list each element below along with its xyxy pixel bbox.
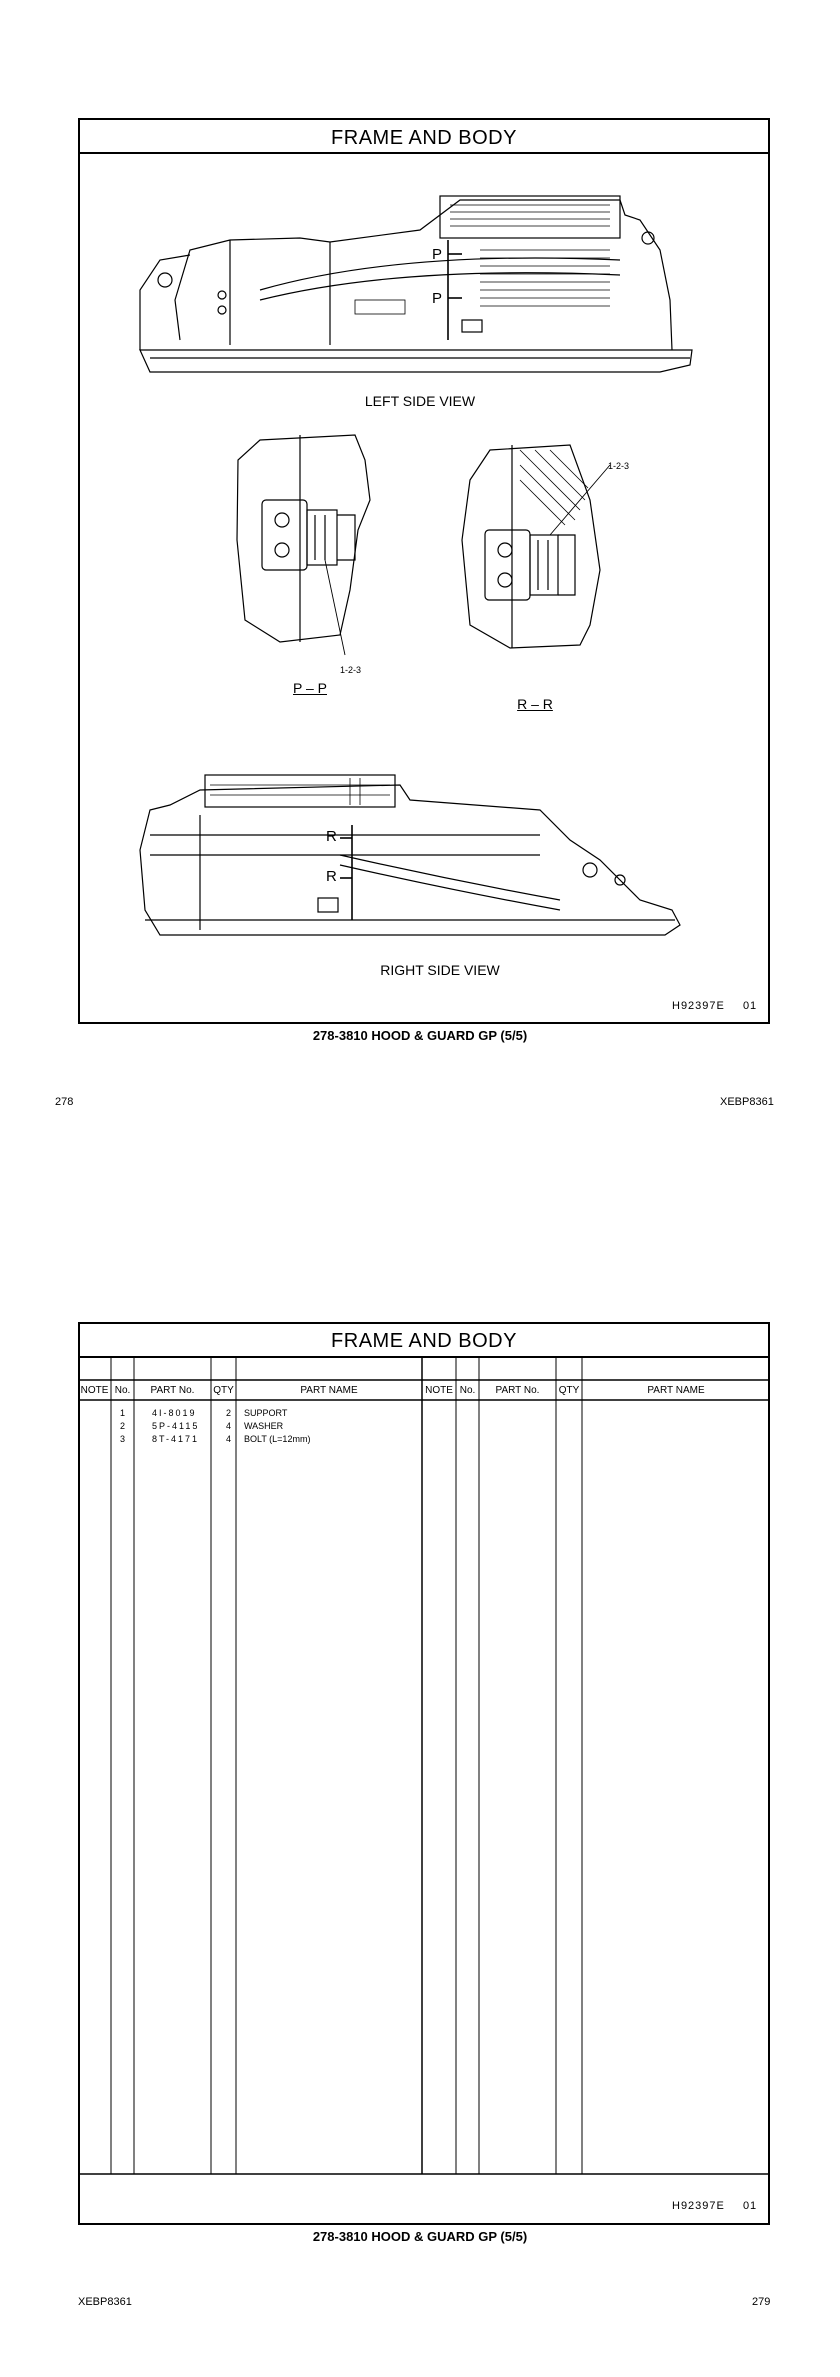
section-r-r-drawing: [0, 420, 840, 720]
col-qty-right: QTY: [558, 1385, 580, 1396]
parts-revision: 01: [742, 2200, 758, 2212]
row-part-no: 5P-4115: [152, 1421, 200, 1431]
drawing-revision: 01: [742, 1000, 758, 1012]
row-qty: 4: [226, 1421, 232, 1431]
page1-number: 278: [55, 1096, 74, 1108]
page2-number: 279: [752, 2296, 771, 2308]
page1-caption: 278-3810 HOOD & GUARD GP (5/5): [312, 1028, 528, 1043]
left-side-view-label: LEFT SIDE VIEW: [364, 393, 476, 409]
row-qty: 2: [226, 1408, 232, 1418]
section-p-p-label: P – P: [293, 680, 327, 696]
col-no-left: No.: [114, 1385, 131, 1396]
drawing-reference-code: H92397E: [672, 1000, 725, 1012]
row-part-name: BOLT (L=12mm): [244, 1434, 311, 1444]
row-part-name: SUPPORT: [244, 1408, 288, 1418]
section-marker-r-lower: R: [326, 868, 337, 885]
parts-table-grid: [0, 1322, 840, 2225]
row-qty: 4: [226, 1434, 232, 1444]
row-no: 3: [120, 1434, 126, 1444]
row-part-no: 8T-4171: [152, 1434, 200, 1444]
col-qty-left: QTY: [213, 1385, 234, 1396]
section-marker-p-lower: P: [432, 290, 443, 307]
right-side-view-label: RIGHT SIDE VIEW: [380, 962, 500, 978]
page-title: FRAME AND BODY: [80, 124, 768, 154]
parts-reference-code: H92397E: [672, 2200, 725, 2212]
callout-p: 1-2-3: [340, 665, 362, 675]
col-part-no-right: PART No.: [495, 1385, 540, 1396]
right-side-view-drawing: [0, 760, 840, 980]
col-note-left: NOTE: [80, 1385, 109, 1396]
parts-drawing-reference: [672, 2200, 757, 2212]
callout-r: 1-2-3: [608, 461, 630, 471]
page2-caption: 278-3810 HOOD & GUARD GP (5/5): [312, 2229, 528, 2244]
row-no: 1: [120, 1408, 126, 1418]
page1-publication: XEBP8361: [720, 1096, 774, 1108]
section-r-r-label: R – R: [517, 696, 553, 712]
col-part-name-right: PART NAME: [647, 1385, 705, 1396]
row-part-no: 4I-8019: [152, 1408, 197, 1418]
col-note-right: NOTE: [425, 1385, 453, 1396]
col-part-name-left: PART NAME: [300, 1385, 358, 1396]
drawing-reference: [672, 1000, 757, 1012]
parts-page-title: FRAME AND BODY: [80, 1326, 768, 1358]
row-part-name: WASHER: [244, 1421, 284, 1431]
section-marker-p-upper: P: [432, 246, 443, 263]
section-marker-r-upper: R: [326, 828, 337, 845]
page2-publication: XEBP8361: [78, 2296, 132, 2308]
col-no-right: No.: [459, 1385, 476, 1396]
row-no: 2: [120, 1421, 126, 1431]
left-side-view-drawing: [0, 0, 840, 420]
col-part-no-left: PART No.: [150, 1385, 195, 1396]
